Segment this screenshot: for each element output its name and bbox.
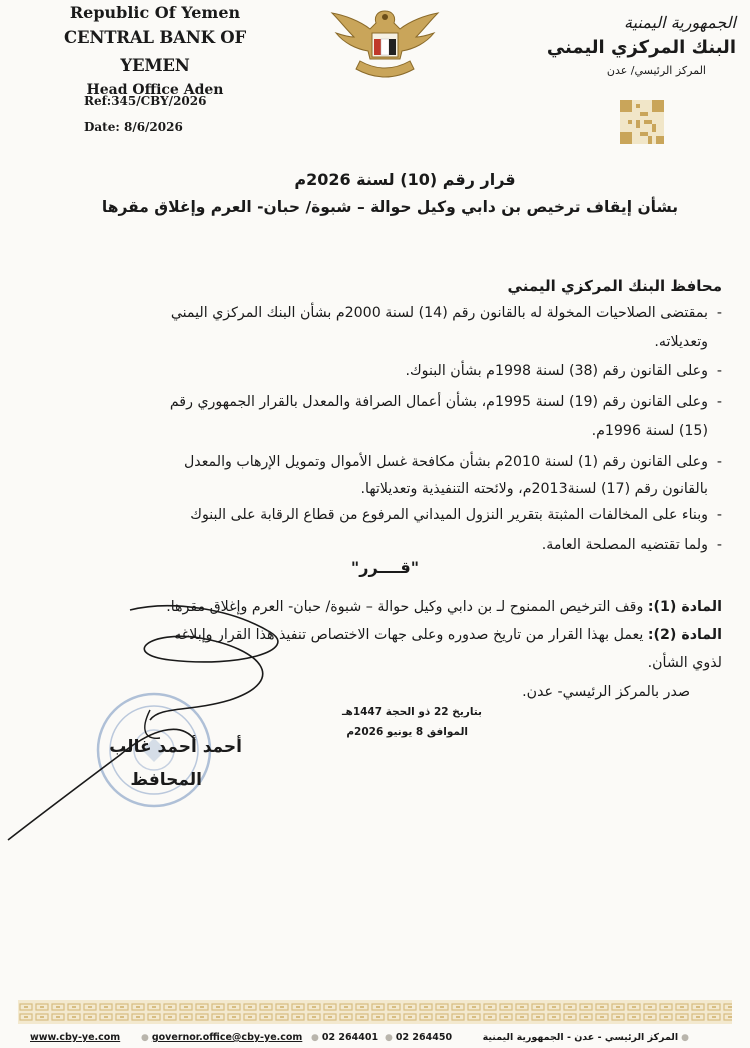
reference-number: Ref:345/CBY/2026 [84,94,207,108]
address-text: المركز الرئيسي - عدن - الجمهورية اليمنية [482,1032,679,1043]
issued-place: صدر بالمركز الرئيسي- عدن. [522,684,690,700]
phone-icon: ● [311,1033,319,1043]
footer [0,1032,750,1048]
governor-title: المحافظ [130,770,202,790]
decision-subject: بشأن إيقاف ترخيص بن دابي وكيل حوالة – شبوة/ حبان- العرم وإغلاق مقرها [101,198,679,216]
email-link[interactable]: governor.office@cby-ye.com [151,1032,303,1043]
preamble-law-19-tail: (15) لسنة 1996م. [591,423,708,439]
governor-name: أحمد أحمد غالب [109,737,242,757]
preamble-law-14: - بمقتضى الصلاحيات المخولة له بالقانون رقم (14) لسنة 2000م بشأن البنك المركزي اليمني [42,299,722,328]
preamble-law-1: - وعلى القانون رقم (1) لسنة 2010م بشأن مكافحة غسل الأموال وتمويل الإرهاب والمعدل [42,448,722,477]
article-1-label: المادة (1): [647,599,722,615]
location-pin-icon: ● [681,1033,689,1043]
hijri-date: بتاريخ 22 ذو الحجة 1447هـ [341,706,482,718]
preamble-law-38: - وعلى القانون رقم (38) لسنة 1998م بشأن البنوك. [42,357,722,386]
office-name-ar: المركز الرئيسي/ عدن [606,64,706,77]
phone2-item [382,1032,452,1043]
preamble-law-19: - وعلى القانون رقم (19) لسنة 1995م، بشأن أعمال الصرافة والمعدل بالقرار الجمهوري رقم [42,388,722,417]
decorative-pattern-band [18,1000,732,1024]
decision-title: قرار رقم (10) لسنة 2026م [294,170,516,189]
address-item [483,1032,692,1043]
preamble-law-14-tail: وتعديلاته. [654,334,708,350]
document-date: Date: 8/6/2026 [84,120,183,134]
phone1-text: 02 264401 [321,1032,379,1043]
republic-name: Republic Of Yemen [69,3,241,22]
decree-heading: "قــــرر" [350,558,420,577]
letterhead-arabic [516,12,736,80]
article-2-label: المادة (2): [647,627,722,643]
preamble-public-interest: - ولما تقتضيه المصلحة العامة. [42,531,722,560]
fax-icon: ● [385,1033,393,1043]
phone2-text: 02 264450 [395,1032,453,1043]
preamble-law-1-tail: بالقانون رقم (17) لسنة2013م، ولائحته التنفيذية وتعديلاتها. [360,481,708,497]
article-2-cont: لذوي الشأن. [647,655,722,671]
bank-name-en: CENTRAL BANK OF YEMEN [64,28,246,75]
governor-heading: محافظ البنك المركزي اليمني [507,277,722,295]
preamble-law-14-cont [42,328,722,357]
article-2-text: يعمل بهذا القرار من تاريخ صدوره وعلى جهات الاختصاص تنفيذ هذا القرار وإبلاغه [174,627,644,643]
email-icon: ● [141,1033,149,1043]
qr-code-icon [620,100,664,144]
article-1-text: وقف الترخيص الممنوح لـ بن دابي وكيل حوالة – شبوة/ حبان- العرم وإغلاق مقرها. [166,599,644,615]
email-item [138,1032,302,1043]
bank-name-ar: البنك المركزي اليمني [546,37,736,58]
website-link[interactable]: www.cby-ye.com [30,1032,121,1043]
eagle-emblem-icon [330,3,440,89]
preamble-law-1-cont [42,475,722,504]
preamble-violations: - وبناء على المخالفات المثبتة بتقرير النزول الميداني المرفوع من قطاع الرقابة على البنوك [42,501,722,530]
letterhead-english [40,2,270,100]
office-name-en: Head Office Aden [86,82,224,98]
gregorian-date: الموافق 8 يونيو 2026م [346,726,468,738]
handwritten-signature-icon [0,580,310,860]
phone1-item [308,1032,378,1043]
preamble-law-19-cont [42,417,722,446]
republic-name-ar: الجمهورية اليمنية [623,13,736,32]
